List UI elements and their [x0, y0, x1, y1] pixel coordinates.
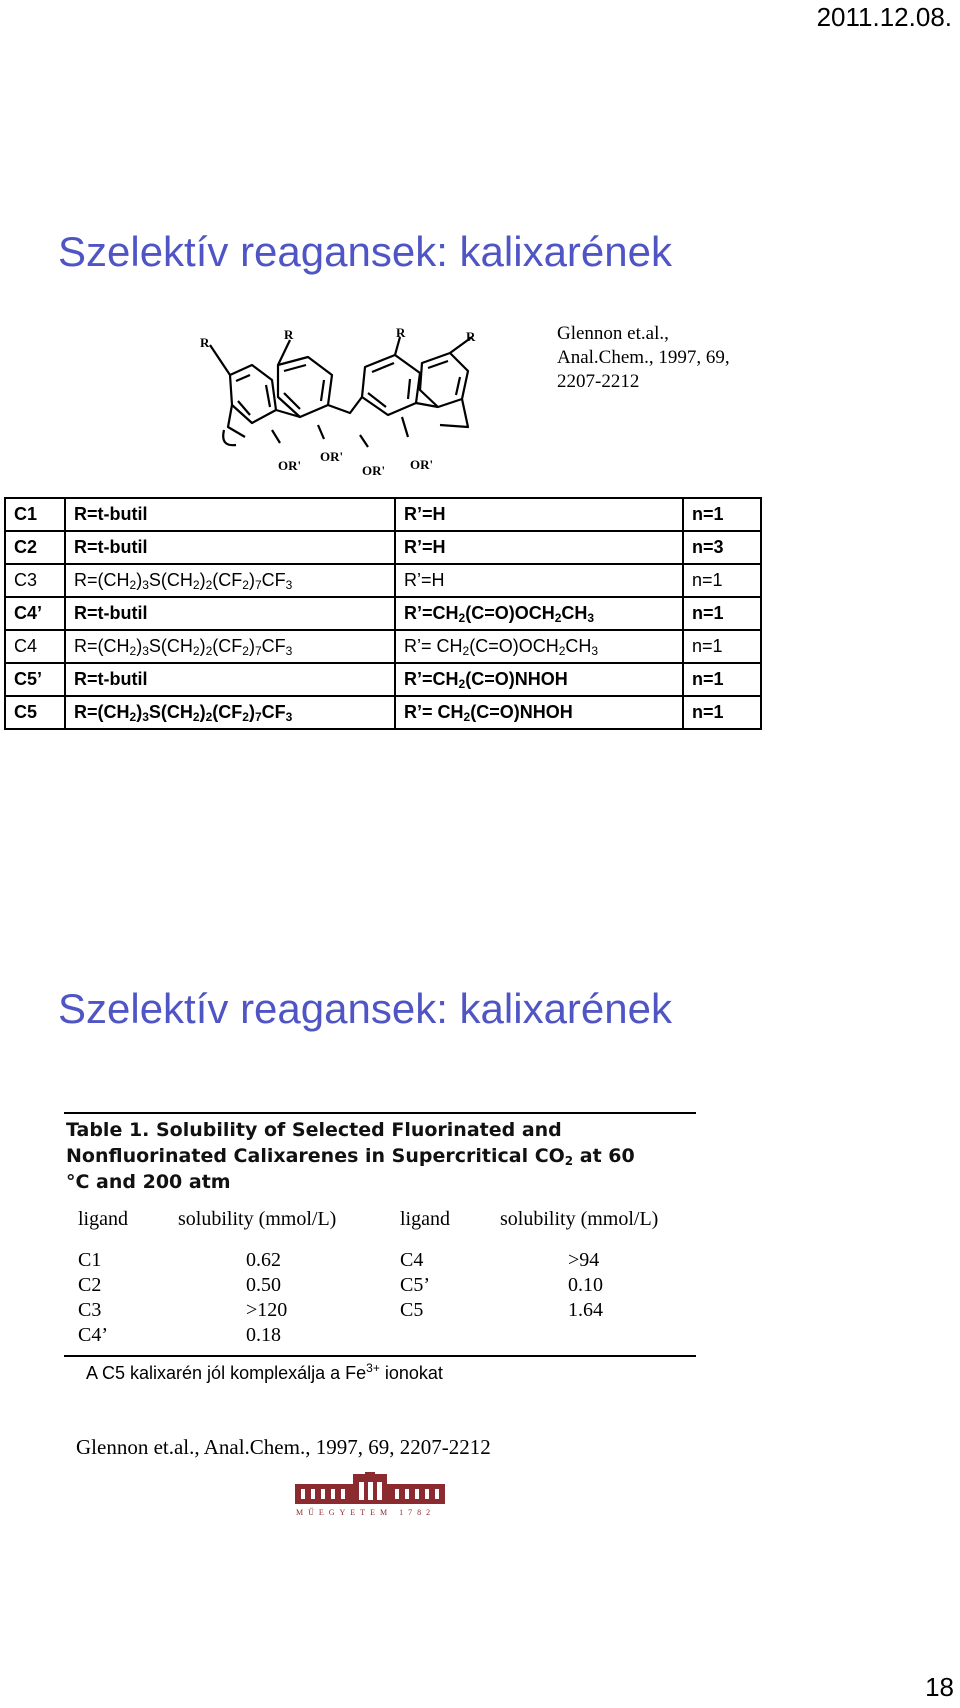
compound-r-prime-formula: R’= $CH_2(C=O)OCH_2CH_3$ [395, 630, 683, 663]
citation-bottom: Glennon et.al., Anal.Chem., 1997, 69, 2207-2212 [76, 1435, 491, 1459]
aromatic-ring-1 [230, 365, 276, 423]
solubility-cell: 0.18 [246, 1324, 281, 1346]
compound-id: C4 [5, 630, 65, 663]
compound-id: C4’ [5, 597, 65, 630]
substituent-label-2: R [284, 327, 294, 342]
column-header: solubility (mmol/L) [500, 1208, 659, 1230]
table1-caption [66, 1117, 706, 1195]
citation-top-line: Glennon et.al., [557, 323, 669, 344]
ligand-cell: C4 [400, 1249, 424, 1271]
compound-r: R=t-butil [65, 597, 395, 630]
logo-text: MŰEGYETEM 1782 [296, 1508, 436, 1517]
compound-n: n=1 [683, 597, 761, 630]
table-row [5, 630, 761, 663]
substituent-label-3: R [396, 325, 406, 340]
solubility-cell: >120 [246, 1299, 288, 1321]
table-row [78, 1298, 720, 1323]
table-bottom-rule [64, 1355, 696, 1357]
ligand-cell: C4’ [78, 1324, 108, 1346]
caption-text: at 60 [573, 1145, 635, 1167]
solubility-cell: 0.10 [568, 1274, 603, 1296]
note-part: ionokat [379, 1363, 443, 1383]
ligand-cell [400, 1323, 500, 1348]
caption-text: Nonfluorinated Calixarenes in Supercritical CO [66, 1145, 565, 1167]
table-row [5, 498, 761, 531]
compound-id: C3 [5, 564, 65, 597]
oxy-label-1: OR' [278, 458, 302, 473]
oxy-label-2: OR' [320, 449, 344, 464]
slide-title-2: Szelektív reagansek: kalixarének [58, 985, 672, 1032]
ligand-cell: C2 [78, 1274, 102, 1296]
compound-id: C5 [5, 696, 65, 729]
citation-top-line: Anal.Chem., 1997, 69, [557, 347, 730, 368]
table-header-row [78, 1208, 720, 1248]
oxy-label-3: OR' [362, 463, 386, 478]
table-row [5, 597, 761, 630]
solubility-cell: >94 [568, 1249, 600, 1271]
compound-r-prime-formula: $R’=CH_2(C=O)OCH_2CH_3$ [395, 597, 683, 630]
compound-n: n=1 [683, 498, 761, 531]
citation-top [557, 322, 797, 394]
column-header: ligand [400, 1208, 450, 1230]
date-stamp: 2011.12.08. [816, 2, 952, 32]
compound-r-prime: R’=H [395, 564, 683, 597]
aromatic-ring-4 [420, 353, 468, 407]
ligand-cell: C5’ [400, 1274, 430, 1296]
compound-r: R=t-butil [65, 663, 395, 696]
note-text: A C5 kalixarén jól komplexálja a $Fe^{3+}$ ionokat [86, 1361, 443, 1383]
table-row [5, 564, 761, 597]
caption-line: Nonfluorinated Calixarenes in Supercritical $CO_2$ at 60 [66, 1145, 635, 1168]
compound-n: n=1 [683, 696, 761, 729]
citation-top-line: 2207-2212 [557, 371, 640, 392]
table-row [78, 1323, 720, 1348]
compound-r: R=t-butil [65, 531, 395, 564]
compound-r-formula: $R=(CH_2)_3S(CH_2)_2(CF_2)_7CF_3$ [65, 696, 395, 729]
ligand-cell: C5 [400, 1299, 424, 1321]
note-part: A C5 kalixarén jól komplexálja a Fe [86, 1363, 367, 1383]
column-header: ligand [78, 1208, 128, 1230]
caption-line: Table 1. Solubility of Selected Fluorinated and [66, 1119, 562, 1141]
compound-r-prime-formula: R’= $CH_2(C=O)NHOH$ [395, 696, 683, 729]
solubility-cell [500, 1323, 720, 1348]
compound-r: R=t-butil [65, 498, 395, 531]
table-row [5, 663, 761, 696]
page-number: 18 [925, 1672, 954, 1702]
solubility-cell: 0.62 [246, 1249, 281, 1271]
compound-r-prime: R’=H [395, 531, 683, 564]
table-row [5, 531, 761, 564]
compound-n: n=1 [683, 564, 761, 597]
compound-n: n=1 [683, 663, 761, 696]
table-row [78, 1273, 720, 1298]
compound-r-formula: $R=(CH_2)_3S(CH_2)_2(CF_2)_7CF_3$ [65, 564, 395, 597]
compound-id: C5’ [5, 663, 65, 696]
solubility-table [78, 1208, 720, 1348]
solubility-cell: 0.50 [246, 1274, 281, 1296]
table-top-rule [64, 1112, 696, 1114]
compound-id: C1 [5, 498, 65, 531]
university-logo [293, 1472, 449, 1518]
compound-r-prime: R’=H [395, 498, 683, 531]
table-row [5, 696, 761, 729]
caption-line: °C and 200 atm [66, 1171, 231, 1193]
compound-r-prime-formula: $R’=CH_2(C=O)NHOH$ [395, 663, 683, 696]
ligand-cell: C3 [78, 1299, 102, 1321]
compound-id: C2 [5, 531, 65, 564]
column-header: solubility (mmol/L) [178, 1208, 337, 1230]
compound-r-formula: $R=(CH_2)_3S(CH_2)_2(CF_2)_7CF_3$ [65, 630, 395, 663]
calixarene-structure-figure [200, 325, 530, 485]
compound-n: n=3 [683, 531, 761, 564]
ligand-cell: C1 [78, 1249, 102, 1271]
table-row [78, 1248, 720, 1273]
oxy-label-4: OR' [410, 457, 434, 472]
substituent-label-1: R [200, 335, 210, 350]
calixarene-compounds-table [4, 497, 762, 730]
compound-n: n=1 [683, 630, 761, 663]
substituent-label-4: R [466, 329, 476, 344]
solubility-cell: 1.64 [568, 1299, 603, 1321]
slide-title-1: Szelektív reagansek: kalixarének [58, 228, 672, 275]
